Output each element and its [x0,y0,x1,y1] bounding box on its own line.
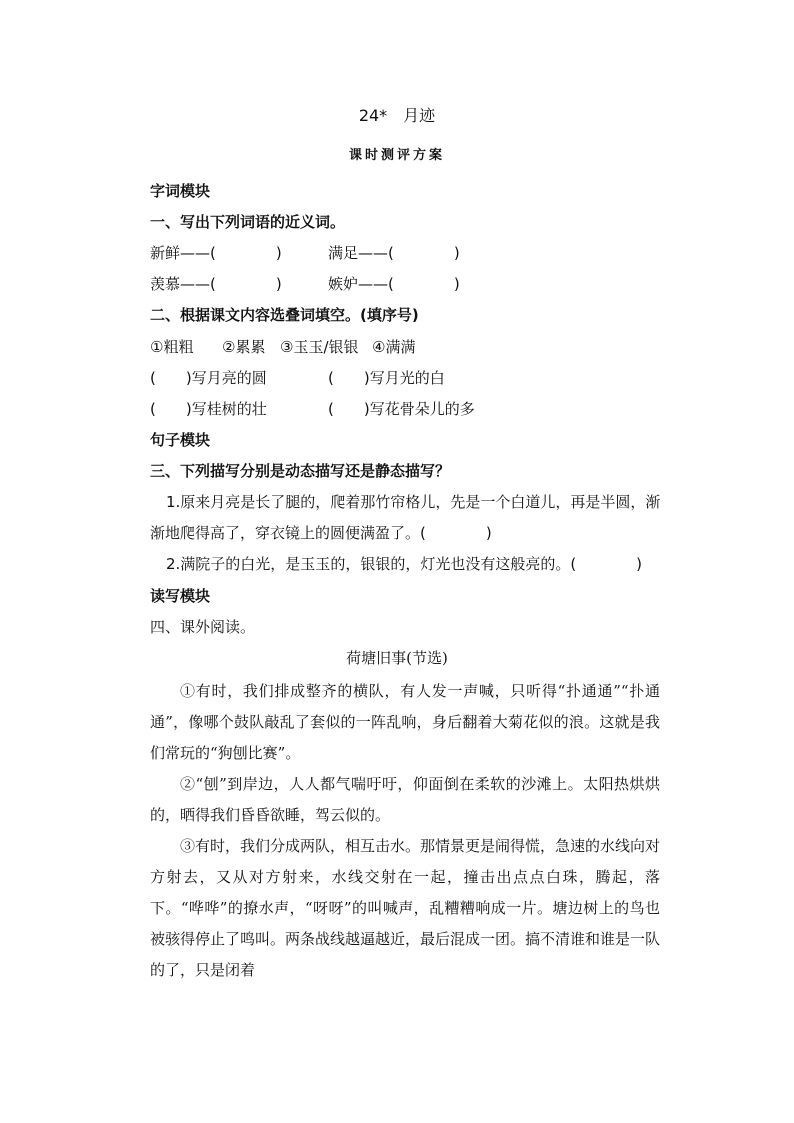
q2-item-4: ( )写花骨朵儿的多 [328,400,475,418]
question-1-prompt: 一、写出下列词语的近义词。 [150,213,346,231]
passage-paragraph-1: ①有时，我们排成整齐的横队，有人发一声喊，只听得“扑通通”“扑通通”，像哪个鼓队敲乱了套似的一阵乱响，身后翻着大菊花似的浪。这就是我们常玩的“狗刨比赛”。 [150,682,660,762]
passage-paragraph-3: ③有时，我们分成两队，相互击水。那情景更是闹得慌，急速的水线向对方射去，又从对方射来，水线交射在一起，撞击出点点白珠，腾起，落下。“哗哗”的撩水声，“呀呀”的叫喊声，乱糟糟响成一片。塘边树上的鸟也被骇得停止了鸣叫。两条战线越逼越近，最后混成一团。搞不清谁和谁是一队的了，只是闭着 [150,837,661,979]
q3-sentence-1-line-2: 渐地爬得高了，穿衣镜上的圆便满盈了。( ) [150,524,492,542]
q2-option-4: ④满满 [372,338,416,356]
q2-option-1: ①粗粗 [150,338,194,356]
section-sentence-module: 句子模块 [150,431,211,449]
q1-item-3: 羡慕——( ) [150,275,282,293]
passage-paragraph-2: ②“刨”到岸边，人人都气喘吁吁，仰面倒在柔软的沙滩上。太阳热烘烘的，晒得我们昏昏欲睡，驾云似的。 [150,775,660,824]
q1-item-2: 满足——( ) [328,244,460,262]
lesson-subtitle: 课时测评方案 [348,148,445,163]
question-2-prompt: 二、根据课文内容选叠词填空。(填序号) [150,306,419,324]
section-reading-writing-module: 读写模块 [150,587,211,605]
q2-option-3: ③玉玉/银银 [280,338,359,356]
q1-item-4: 嫉妒——( ) [328,275,460,293]
question-3-prompt: 三、下列描写分别是动态描写还是静态描写？ [150,462,451,480]
q1-item-1: 新鲜——( ) [150,244,282,262]
q2-item-3: ( )写桂树的壮 [150,400,267,418]
section-word-module: 字词模块 [150,182,211,200]
q2-item-1: ( )写月亮的圆 [150,369,267,387]
lesson-title: 24* 月迹 [358,106,436,125]
q2-item-2: ( )写月光的白 [328,369,445,387]
q3-sentence-2: 2.满院子的白光，是玉玉的，银银的，灯光也没有这般亮的。( ) [166,555,643,573]
q2-option-2: ②累累 [222,338,266,356]
question-4-prompt: 四、课外阅读。 [150,618,256,636]
passage-title: 荷塘旧事(节选) [346,649,448,667]
q3-sentence-1-line-1: 1.原来月亮是长了腿的，爬着那竹帘格儿，先是一个白道儿，再是半圆，渐 [166,493,661,511]
